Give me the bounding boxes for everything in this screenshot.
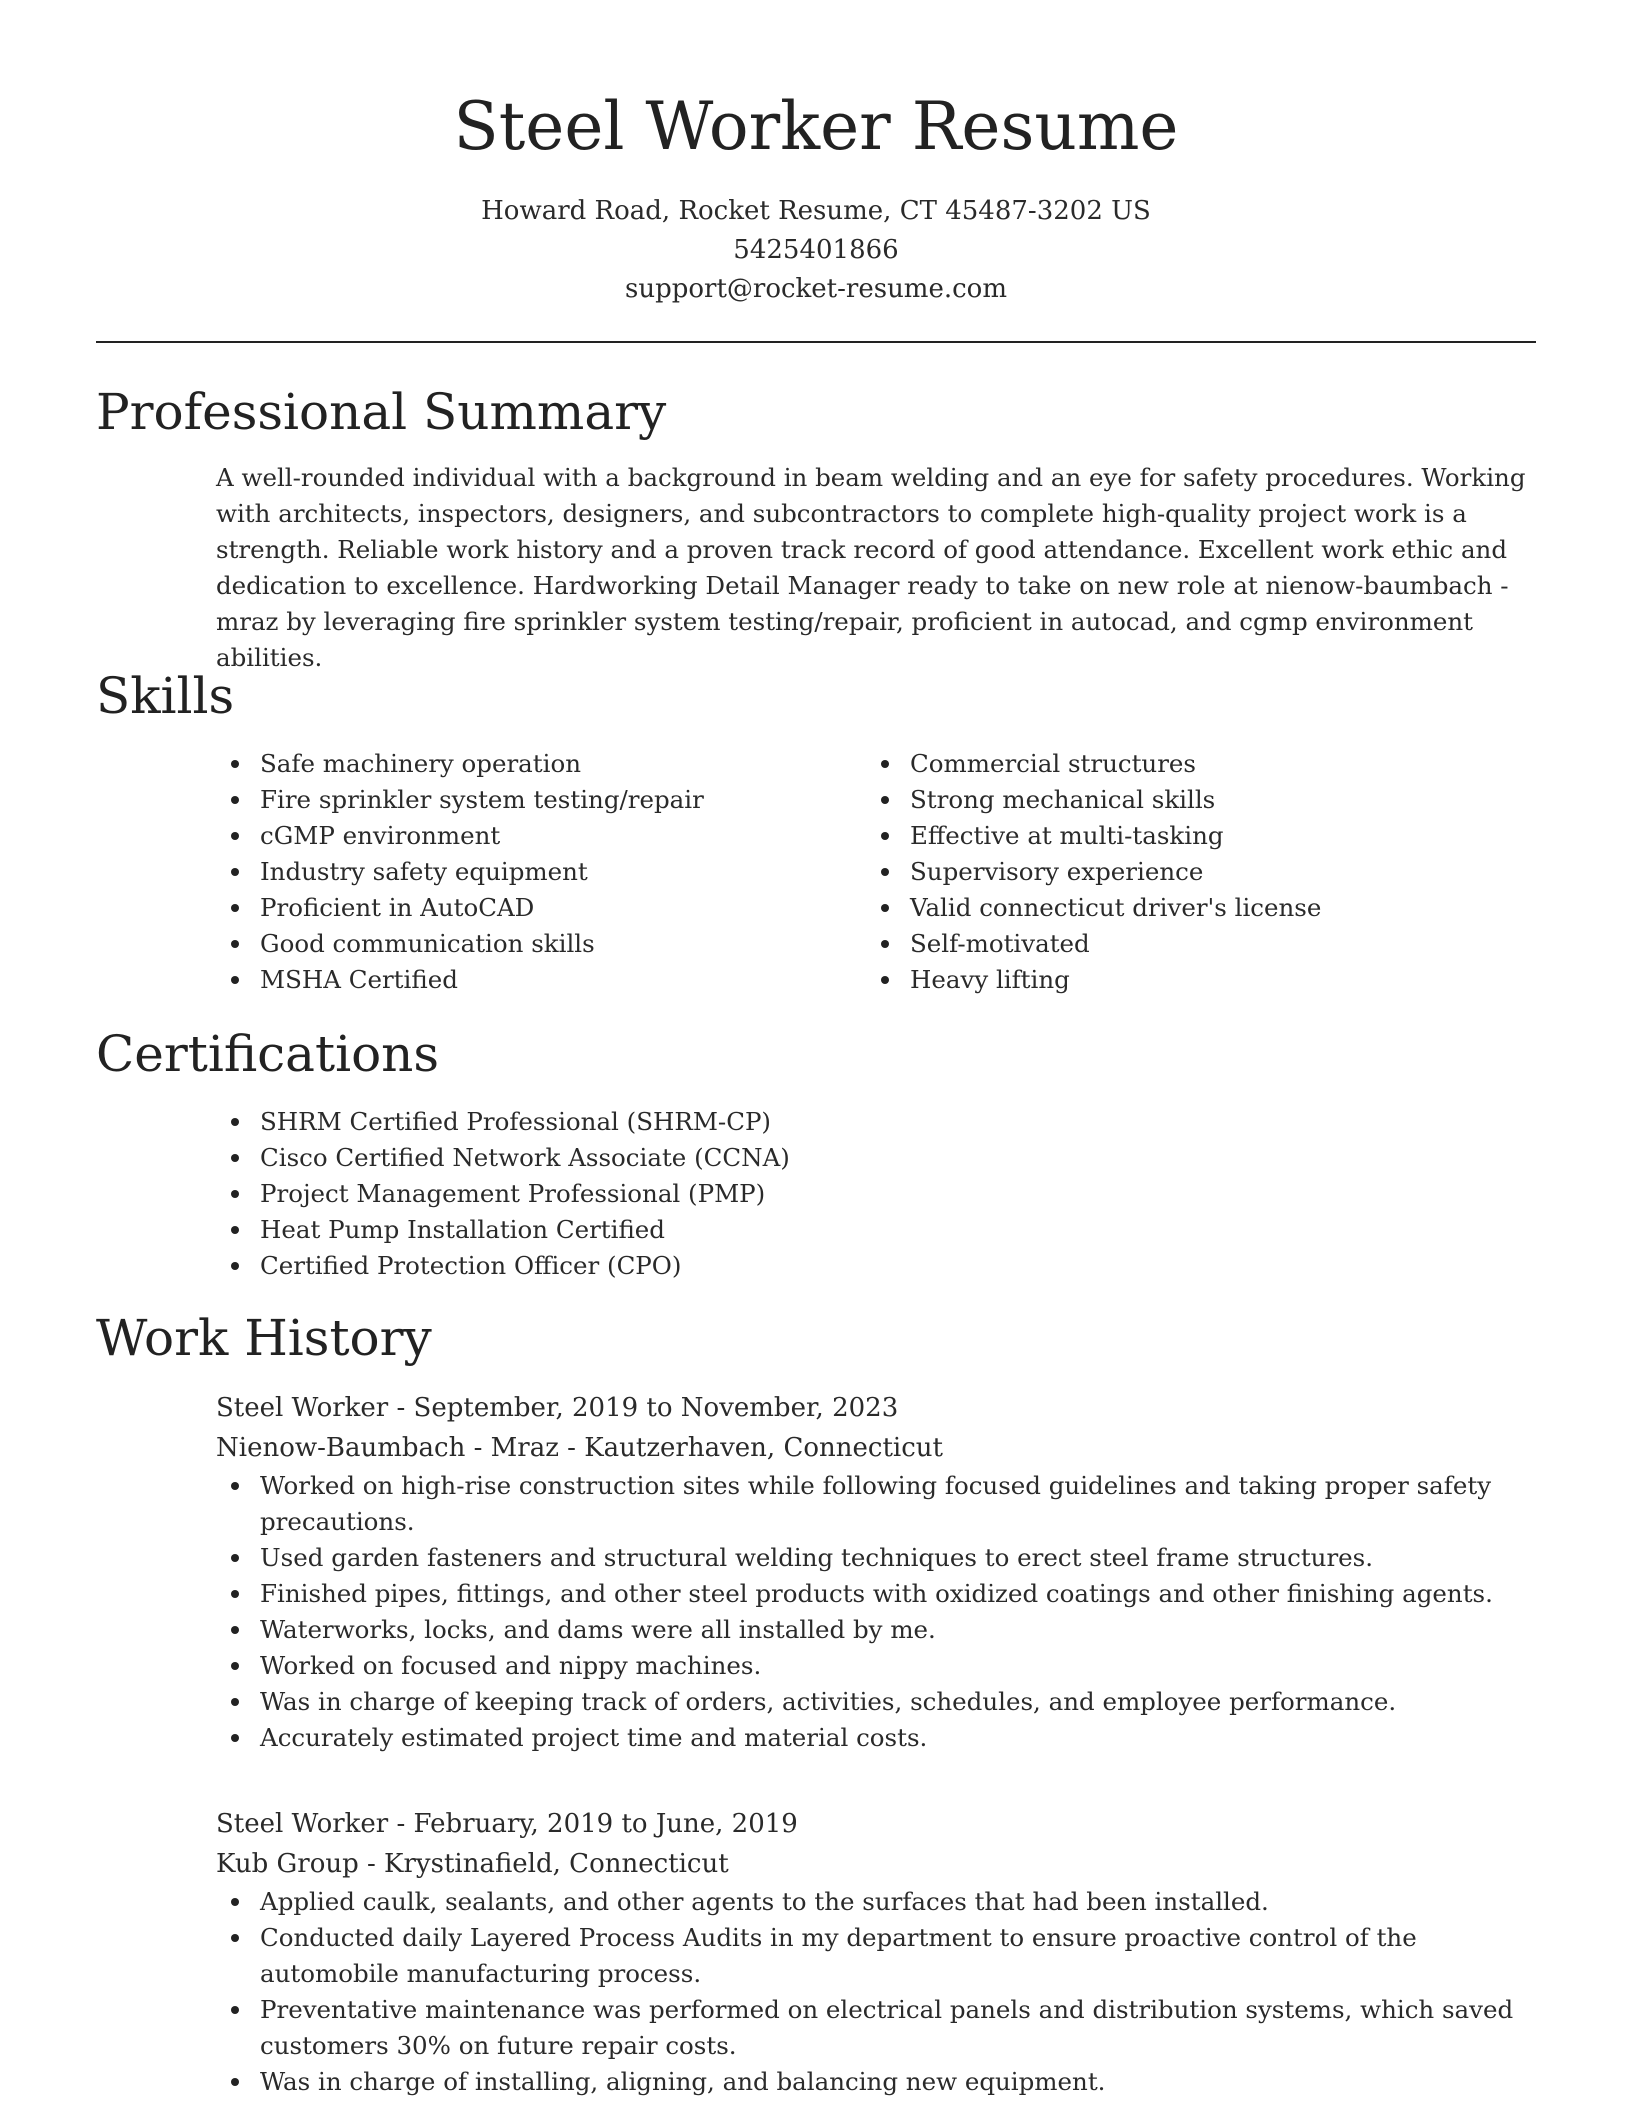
summary-text: A well-rounded individual with a background in beam welding and an eye for safety procedures. Working with architects, inspectors, designers, and subcontractors to complete high-quality project work is a strength. Reliable work history and a proven track record of good attendance. Excellent work ethic and dedication to excellence. Hardworking Detail Manager ready to take on new role at nienow-baumbach - mraz by leveraging fire sprinkler system testing/repair, proficient in autocad, and cgmp environment abilities.: [216, 463, 1526, 672]
contact-email: support@rocket-resume.com: [624, 274, 1007, 304]
list-item: Waterworks, locks, and dams were all installed by me.: [216, 1612, 1536, 1648]
list-item: Valid connecticut driver's license: [866, 890, 1506, 926]
certifications-list: [216, 1104, 1536, 1284]
list-item: Was in charge of installing, aligning, and balancing new equipment.: [216, 2064, 1536, 2100]
job-title-line: Steel Worker - February, 2019 to June, 2019: [216, 1809, 798, 1839]
list-item: Industry safety equipment: [216, 854, 856, 890]
list-item: Strong mechanical skills: [866, 782, 1506, 818]
list-item: Good communication skills: [216, 926, 856, 962]
job-duties-list: [216, 1468, 1536, 1756]
summary-heading: Professional Summary: [96, 383, 667, 441]
list-item: Heat Pump Installation Certified: [216, 1212, 1536, 1248]
job-company-line: Nienow-Baumbach - Mraz - Kautzerhaven, Connecticut: [216, 1433, 943, 1463]
job-duties-list: [216, 1884, 1536, 2100]
list-item: Proficient in AutoCAD: [216, 890, 856, 926]
job-title-line: Steel Worker - September, 2019 to November, 2023: [216, 1393, 899, 1423]
list-item: Safe machinery operation: [216, 746, 856, 782]
list-item: Worked on focused and nippy machines.: [216, 1648, 1536, 1684]
list-item: Worked on high-rise construction sites while following focused guidelines and taking proper safety precautions.: [216, 1468, 1536, 1540]
list-item: Accurately estimated project time and material costs.: [216, 1720, 1536, 1756]
list-item: Applied caulk, sealants, and other agents to the surfaces that had been installed.: [216, 1884, 1536, 1920]
skills-heading: Skills: [96, 667, 235, 725]
skills-list-right: [866, 746, 1506, 998]
contact-address: Howard Road, Rocket Resume, CT 45487-3202 US: [481, 196, 1151, 226]
list-item: Conducted daily Layered Process Audits in my department to ensure proactive control of the automobile manufacturing process.: [216, 1920, 1536, 1992]
job-company-line: Kub Group - Krystinafield, Connecticut: [216, 1849, 729, 1879]
header-divider: [96, 341, 1536, 343]
list-item: Project Management Professional (PMP): [216, 1176, 1536, 1212]
list-item: Heavy lifting: [866, 962, 1506, 998]
list-item: Used garden fasteners and structural welding techniques to erect steel frame structures.: [216, 1540, 1536, 1576]
list-item: Commercial structures: [866, 746, 1506, 782]
resume-title: Steel Worker Resume: [453, 88, 1179, 165]
list-item: Finished pipes, fittings, and other steel products with oxidized coatings and other finishing agents.: [216, 1576, 1536, 1612]
list-item: Cisco Certified Network Associate (CCNA): [216, 1140, 1536, 1176]
list-item: Was in charge of keeping track of orders, activities, schedules, and employee performance.: [216, 1684, 1536, 1720]
contact-phone: 5425401866: [733, 235, 899, 265]
resume-header: [96, 84, 1536, 309]
list-item: Effective at multi-tasking: [866, 818, 1506, 854]
list-item: MSHA Certified: [216, 962, 856, 998]
list-item: cGMP environment: [216, 818, 856, 854]
job-entry: [216, 1804, 1536, 2100]
certifications-heading: Certifications: [96, 1025, 440, 1083]
list-item: Preventative maintenance was performed on electrical panels and distribution systems, which saved customers 30% on future repair costs.: [216, 1992, 1536, 2064]
list-item: Fire sprinkler system testing/repair: [216, 782, 856, 818]
list-item: Supervisory experience: [866, 854, 1506, 890]
skills-list-left: [216, 746, 856, 998]
list-item: Certified Protection Officer (CPO): [216, 1248, 1536, 1284]
work-history-heading: Work History: [96, 1309, 432, 1367]
list-item: Self-motivated: [866, 926, 1506, 962]
job-entry: [216, 1388, 1536, 1756]
list-item: SHRM Certified Professional (SHRM-CP): [216, 1104, 1536, 1140]
